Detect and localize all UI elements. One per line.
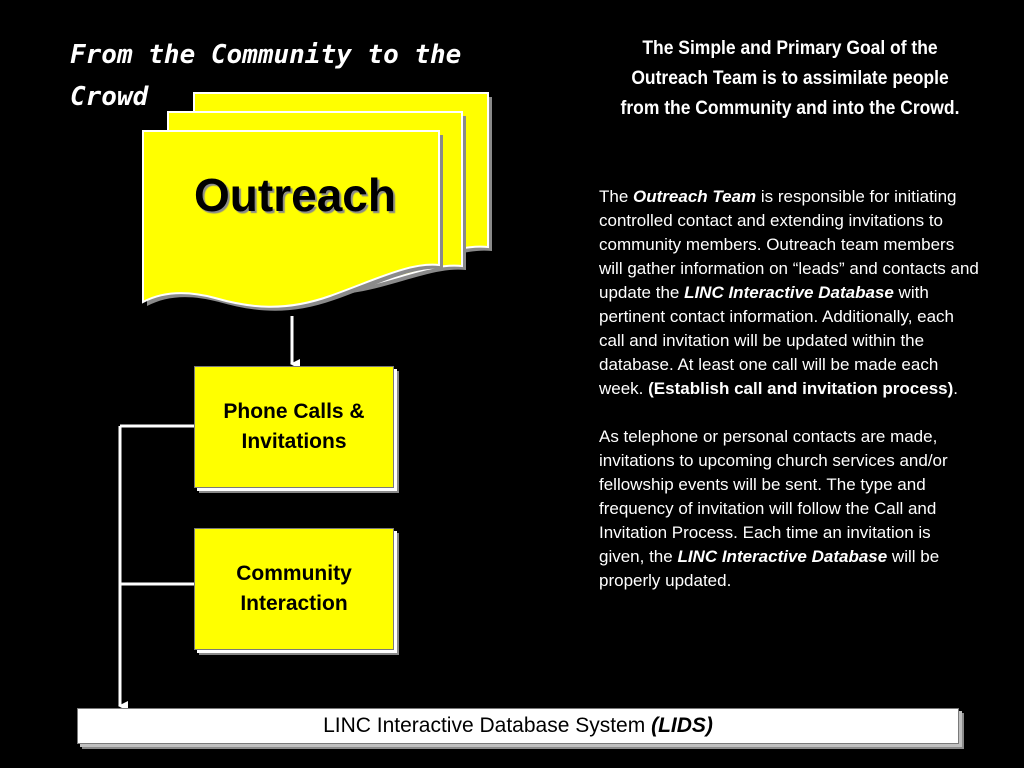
p1-text-4: .: [953, 379, 959, 398]
community-line2: Interaction: [240, 592, 348, 615]
p1-linc-database: LINC Interactive Database: [684, 283, 894, 302]
phone-calls-line2: Invitations: [241, 430, 347, 453]
p1-text-3: with pertinent contact information. Additionally, each call and invitation will be updated within the database. At least one call will be made each week.: [599, 283, 955, 398]
database-bar-label: LINC Interactive Database System: [323, 714, 652, 737]
phone-calls-box: [194, 366, 394, 488]
goal-statement: The Simple and Primary Goal of the Outreach Team is to assimilate people from the Community and into the Crowd.: [620, 38, 960, 119]
p1-text-2: is responsible for initiating controlled contact and extending invitations to community members. Outreach team members will gather information on “leads” and contacts and update the: [599, 187, 979, 302]
outreach-label: Outreach: [194, 169, 396, 221]
p1-outreach-team: Outreach Team: [633, 187, 757, 206]
community-line1: Community: [236, 562, 352, 585]
slide-title: From the Community to the Crowd: [70, 40, 462, 112]
phone-calls-line1: Phone Calls &: [223, 400, 365, 423]
p2-linc-database: LINC Interactive Database: [677, 547, 888, 566]
community-interaction-box: [194, 528, 394, 650]
database-system-bar: [77, 708, 959, 744]
p1-text-1: The: [599, 187, 634, 206]
database-bar-acronym: (LIDS): [651, 714, 713, 737]
p2-text-2: will be properly updated.: [599, 547, 940, 590]
p2-text-1: As telephone or personal contacts are made, invitations to upcoming church services and/or fellowship events will be sent. The type and frequency of invitation will follow the Call and Invitation Process. Each time an invitation is given, the: [599, 427, 948, 566]
p1-establish-process: (Establish call and invitation process): [648, 379, 954, 398]
